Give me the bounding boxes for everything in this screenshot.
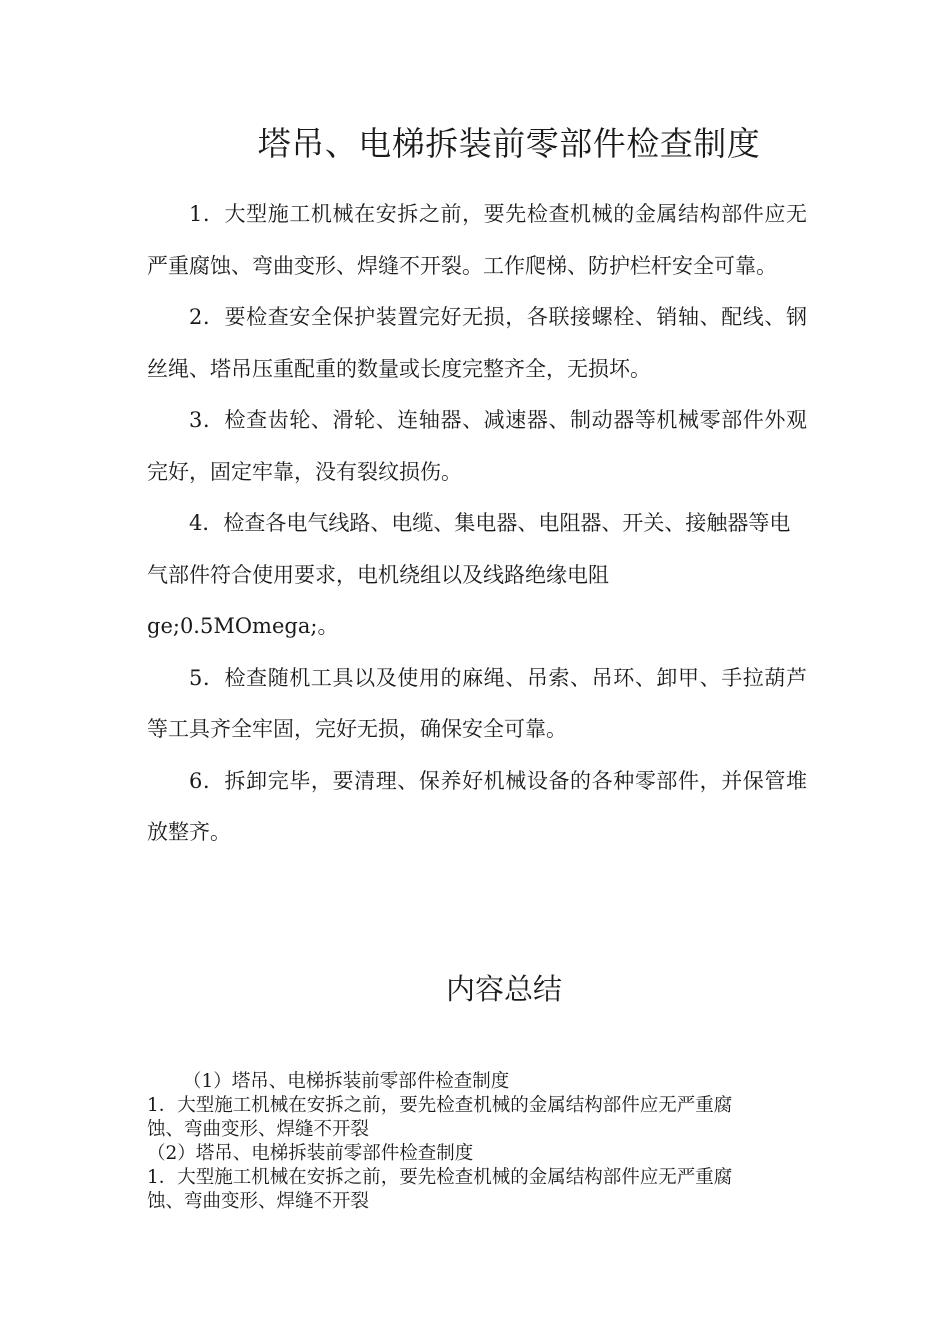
summary-line: （2）塔吊、电梯拆装前零部件检查制度 bbox=[147, 1143, 474, 1164]
summary-section bbox=[147, 1070, 807, 1214]
paragraph-2: 2．要检查安全保护装置完好无损，各联接螺栓、销轴、配线、钢丝绳、塔吊压重配重的数量或长度完整齐全，无损坏。 bbox=[147, 305, 807, 381]
document-body bbox=[147, 189, 807, 859]
paragraph-5: 5．检查随机工具以及使用的麻绳、吊索、吊环、卸甲、手拉葫芦等工具齐全牢固，完好无损，确保安全可靠。 bbox=[147, 665, 807, 741]
summary-line: （1）塔吊、电梯拆装前零部件检查制度 bbox=[183, 1071, 510, 1092]
paragraph-4-continuation: ge;0.5MOmega;。 bbox=[147, 614, 339, 638]
summary-line: 1．大型施工机械在安拆之前，要先检查机械的金属结构部件应无严重腐 bbox=[147, 1167, 733, 1188]
document-title: 塔吊、电梯拆装前零部件检查制度 bbox=[257, 124, 761, 163]
summary-title: 内容总结 bbox=[445, 972, 562, 1006]
summary-line: 蚀、弯曲变形、焊缝不开裂 bbox=[147, 1119, 370, 1140]
summary-line: 1．大型施工机械在安拆之前，要先检查机械的金属结构部件应无严重腐 bbox=[147, 1095, 733, 1116]
summary-line: 蚀、弯曲变形、焊缝不开裂 bbox=[147, 1191, 370, 1212]
paragraph-4: 4．检查各电气线路、电缆、集电器、电阻器、开关、接触器等电气部件符合使用要求，电机绕组以及线路绝缘电阻 bbox=[147, 511, 791, 587]
paragraph-1: 1．大型施工机械在安拆之前，要先检查机械的金属结构部件应无严重腐蚀、弯曲变形、焊缝不开裂。工作爬梯、防护栏杆安全可靠。 bbox=[147, 202, 807, 278]
paragraph-3: 3．检查齿轮、滑轮、连轴器、减速器、制动器等机械零部件外观完好，固定牢靠，没有裂纹损伤。 bbox=[147, 408, 807, 484]
paragraph-6: 6．拆卸完毕，要清理、保养好机械设备的各种零部件，并保管堆放整齐。 bbox=[147, 768, 807, 844]
